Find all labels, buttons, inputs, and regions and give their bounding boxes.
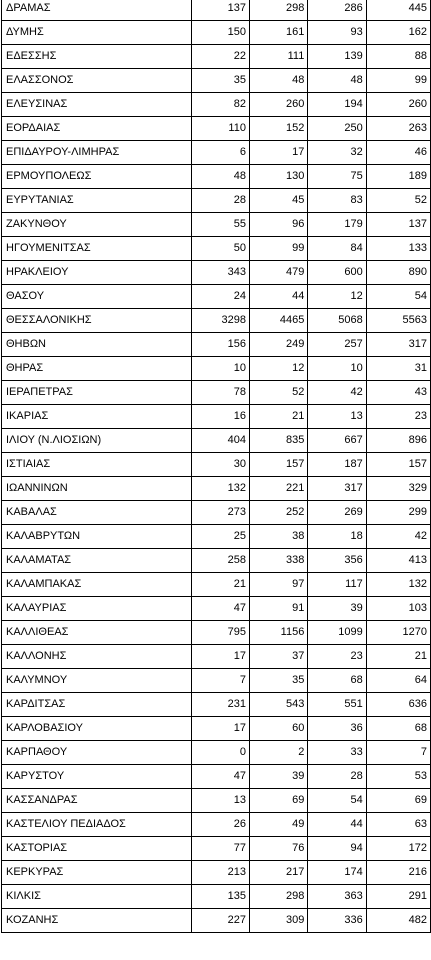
- table-row: [2, 141, 431, 165]
- value-cell: 43: [366, 381, 430, 405]
- value-cell: 130: [249, 165, 307, 189]
- value-cell: 152: [249, 117, 307, 141]
- value-cell: 77: [191, 837, 249, 861]
- row-label: ΔΥΜΗΣ: [2, 21, 192, 45]
- value-cell: 88: [366, 45, 430, 69]
- value-cell: 99: [366, 69, 430, 93]
- value-cell: 317: [308, 477, 366, 501]
- value-cell: 31: [366, 357, 430, 381]
- value-cell: 172: [366, 837, 430, 861]
- row-label: ΗΓΟΥΜΕΝΙΤΣΑΣ: [2, 237, 192, 261]
- value-cell: 667: [308, 429, 366, 453]
- table-row: [2, 837, 431, 861]
- value-cell: 2: [249, 741, 307, 765]
- value-cell: 110: [191, 117, 249, 141]
- table-row: [2, 165, 431, 189]
- table-row: [2, 909, 431, 933]
- table-row: [2, 261, 431, 285]
- value-cell: 44: [308, 813, 366, 837]
- value-cell: 23: [308, 645, 366, 669]
- row-label: ΚΑΣΤΟΡΙΑΣ: [2, 837, 192, 861]
- table-row: [2, 285, 431, 309]
- value-cell: 157: [249, 453, 307, 477]
- table-row: [2, 93, 431, 117]
- table-body: [2, 0, 431, 933]
- value-cell: 221: [249, 477, 307, 501]
- value-cell: 21: [249, 405, 307, 429]
- row-label: ΚΑΛΥΜΝΟΥ: [2, 669, 192, 693]
- value-cell: 338: [249, 549, 307, 573]
- value-cell: 117: [308, 573, 366, 597]
- value-cell: 82: [191, 93, 249, 117]
- table-row: [2, 885, 431, 909]
- value-cell: 343: [191, 261, 249, 285]
- value-cell: 28: [191, 189, 249, 213]
- value-cell: 18: [308, 525, 366, 549]
- value-cell: 52: [249, 381, 307, 405]
- row-label: ΙΩΑΝΝΙΝΩΝ: [2, 477, 192, 501]
- table-row: [2, 189, 431, 213]
- row-label: ΚΑΒΑΛΑΣ: [2, 501, 192, 525]
- value-cell: 38: [249, 525, 307, 549]
- row-label: ΚΑΣΣΑΝΔΡΑΣ: [2, 789, 192, 813]
- value-cell: 249: [249, 333, 307, 357]
- value-cell: 7: [366, 741, 430, 765]
- value-cell: 17: [191, 645, 249, 669]
- value-cell: 68: [308, 669, 366, 693]
- value-cell: 48: [249, 69, 307, 93]
- value-cell: 4465: [249, 309, 307, 333]
- value-cell: 53: [366, 765, 430, 789]
- value-cell: 47: [191, 597, 249, 621]
- value-cell: 413: [366, 549, 430, 573]
- table-row: [2, 45, 431, 69]
- row-label: ΙΕΡΑΠΕΤΡΑΣ: [2, 381, 192, 405]
- table-row: [2, 501, 431, 525]
- table-row: [2, 621, 431, 645]
- value-cell: 600: [308, 261, 366, 285]
- value-cell: 216: [366, 861, 430, 885]
- row-label: ΚΙΛΚΙΣ: [2, 885, 192, 909]
- value-cell: 5563: [366, 309, 430, 333]
- value-cell: 35: [249, 669, 307, 693]
- value-cell: 12: [249, 357, 307, 381]
- row-label: ΚΑΛΛΟΝΗΣ: [2, 645, 192, 669]
- value-cell: 174: [308, 861, 366, 885]
- value-cell: 42: [366, 525, 430, 549]
- value-cell: 194: [308, 93, 366, 117]
- value-cell: 257: [308, 333, 366, 357]
- value-cell: 132: [191, 477, 249, 501]
- value-cell: 21: [366, 645, 430, 669]
- value-cell: 13: [191, 789, 249, 813]
- value-cell: 5068: [308, 309, 366, 333]
- value-cell: 69: [249, 789, 307, 813]
- value-cell: 356: [308, 549, 366, 573]
- row-label: ΕΟΡΔΑΙΑΣ: [2, 117, 192, 141]
- value-cell: 6: [191, 141, 249, 165]
- value-cell: 10: [191, 357, 249, 381]
- value-cell: 24: [191, 285, 249, 309]
- table-row: [2, 861, 431, 885]
- value-cell: 17: [249, 141, 307, 165]
- row-label: ΚΑΛΑΒΡΥΤΩΝ: [2, 525, 192, 549]
- value-cell: 227: [191, 909, 249, 933]
- value-cell: 273: [191, 501, 249, 525]
- table-row: [2, 213, 431, 237]
- row-label: ΘΕΣΣΑΛΟΝΙΚΗΣ: [2, 309, 192, 333]
- value-cell: 91: [249, 597, 307, 621]
- value-cell: 46: [366, 141, 430, 165]
- value-cell: 269: [308, 501, 366, 525]
- table-row: [2, 21, 431, 45]
- value-cell: 133: [366, 237, 430, 261]
- value-cell: 137: [366, 213, 430, 237]
- row-label: ΚΕΡΚΥΡΑΣ: [2, 861, 192, 885]
- table-row: [2, 309, 431, 333]
- value-cell: 157: [366, 453, 430, 477]
- value-cell: 3298: [191, 309, 249, 333]
- value-cell: 48: [308, 69, 366, 93]
- row-label: ΘΗΡΑΣ: [2, 357, 192, 381]
- row-label: ΚΑΡΛΟΒΑΣΙΟΥ: [2, 717, 192, 741]
- value-cell: 12: [308, 285, 366, 309]
- value-cell: 103: [366, 597, 430, 621]
- value-cell: 286: [308, 0, 366, 21]
- value-cell: 1270: [366, 621, 430, 645]
- value-cell: 1099: [308, 621, 366, 645]
- row-label: ΚΑΣΤΕΛΙΟΥ ΠΕΔΙΑΔΟΣ: [2, 813, 192, 837]
- table-row: [2, 765, 431, 789]
- value-cell: 482: [366, 909, 430, 933]
- value-cell: 69: [366, 789, 430, 813]
- value-cell: 636: [366, 693, 430, 717]
- row-label: ΖΑΚΥΝΘΟΥ: [2, 213, 192, 237]
- row-label: ΚΑΛΑΜΑΤΑΣ: [2, 549, 192, 573]
- value-cell: 50: [191, 237, 249, 261]
- table-row: [2, 357, 431, 381]
- value-cell: 309: [249, 909, 307, 933]
- value-cell: 93: [308, 21, 366, 45]
- value-cell: 179: [308, 213, 366, 237]
- row-label: ΕΡΜΟΥΠΟΛΕΩΣ: [2, 165, 192, 189]
- value-cell: 835: [249, 429, 307, 453]
- value-cell: 63: [366, 813, 430, 837]
- value-cell: 55: [191, 213, 249, 237]
- value-cell: 363: [308, 885, 366, 909]
- table-row: [2, 669, 431, 693]
- value-cell: 150: [191, 21, 249, 45]
- value-cell: 1156: [249, 621, 307, 645]
- value-cell: 84: [308, 237, 366, 261]
- value-cell: 111: [249, 45, 307, 69]
- table-row: [2, 453, 431, 477]
- value-cell: 250: [308, 117, 366, 141]
- value-cell: 25: [191, 525, 249, 549]
- value-cell: 896: [366, 429, 430, 453]
- row-label: ΘΑΣΟΥ: [2, 285, 192, 309]
- value-cell: 64: [366, 669, 430, 693]
- value-cell: 39: [308, 597, 366, 621]
- table-row: [2, 69, 431, 93]
- table-row: [2, 813, 431, 837]
- value-cell: 94: [308, 837, 366, 861]
- value-cell: 99: [249, 237, 307, 261]
- row-label: ΕΛΑΣΣΟΝΟΣ: [2, 69, 192, 93]
- value-cell: 890: [366, 261, 430, 285]
- value-cell: 298: [249, 885, 307, 909]
- value-cell: 260: [249, 93, 307, 117]
- value-cell: 317: [366, 333, 430, 357]
- value-cell: 187: [308, 453, 366, 477]
- value-cell: 139: [308, 45, 366, 69]
- value-cell: 54: [366, 285, 430, 309]
- value-cell: 445: [366, 0, 430, 21]
- value-cell: 42: [308, 381, 366, 405]
- value-cell: 13: [308, 405, 366, 429]
- value-cell: 162: [366, 21, 430, 45]
- value-cell: 39: [249, 765, 307, 789]
- value-cell: 76: [249, 837, 307, 861]
- value-cell: 291: [366, 885, 430, 909]
- value-cell: 26: [191, 813, 249, 837]
- table-row: [2, 741, 431, 765]
- value-cell: 16: [191, 405, 249, 429]
- value-cell: 28: [308, 765, 366, 789]
- value-cell: 0: [191, 741, 249, 765]
- value-cell: 45: [249, 189, 307, 213]
- value-cell: 132: [366, 573, 430, 597]
- row-label: ΕΛΕΥΣΙΝΑΣ: [2, 93, 192, 117]
- value-cell: 260: [366, 93, 430, 117]
- table-row: [2, 525, 431, 549]
- table-row: [2, 549, 431, 573]
- row-label: ΕΥΡΥΤΑΝΙΑΣ: [2, 189, 192, 213]
- value-cell: 795: [191, 621, 249, 645]
- value-cell: 22: [191, 45, 249, 69]
- row-label: ΚΑΛΑΥΡΙΑΣ: [2, 597, 192, 621]
- row-label: ΔΡΑΜΑΣ: [2, 0, 192, 21]
- table-row: [2, 405, 431, 429]
- value-cell: 17: [191, 717, 249, 741]
- table-row: [2, 333, 431, 357]
- row-label: ΚΑΡΔΙΤΣΑΣ: [2, 693, 192, 717]
- data-table: [1, 0, 431, 933]
- table-row: [2, 237, 431, 261]
- value-cell: 135: [191, 885, 249, 909]
- table-row: [2, 0, 431, 21]
- value-cell: 231: [191, 693, 249, 717]
- value-cell: 329: [366, 477, 430, 501]
- table-row: [2, 429, 431, 453]
- value-cell: 156: [191, 333, 249, 357]
- value-cell: 258: [191, 549, 249, 573]
- row-label: ΚΟΖΑΝΗΣ: [2, 909, 192, 933]
- table-row: [2, 381, 431, 405]
- value-cell: 33: [308, 741, 366, 765]
- value-cell: 96: [249, 213, 307, 237]
- row-label: ΚΑΛΛΙΘΕΑΣ: [2, 621, 192, 645]
- value-cell: 137: [191, 0, 249, 21]
- value-cell: 97: [249, 573, 307, 597]
- value-cell: 68: [366, 717, 430, 741]
- value-cell: 49: [249, 813, 307, 837]
- row-label: ΘΗΒΩΝ: [2, 333, 192, 357]
- value-cell: 78: [191, 381, 249, 405]
- value-cell: 52: [366, 189, 430, 213]
- row-label: ΙΚΑΡΙΑΣ: [2, 405, 192, 429]
- table-row: [2, 717, 431, 741]
- value-cell: 189: [366, 165, 430, 189]
- value-cell: 404: [191, 429, 249, 453]
- value-cell: 479: [249, 261, 307, 285]
- value-cell: 75: [308, 165, 366, 189]
- table-row: [2, 789, 431, 813]
- value-cell: 213: [191, 861, 249, 885]
- value-cell: 7: [191, 669, 249, 693]
- row-label: ΚΑΡΥΣΤΟΥ: [2, 765, 192, 789]
- value-cell: 30: [191, 453, 249, 477]
- row-label: ΕΠΙΔΑΥΡΟΥ-ΛΙΜΗΡΑΣ: [2, 141, 192, 165]
- row-label: ΗΡΑΚΛΕΙΟΥ: [2, 261, 192, 285]
- table-row: [2, 693, 431, 717]
- value-cell: 10: [308, 357, 366, 381]
- value-cell: 336: [308, 909, 366, 933]
- value-cell: 543: [249, 693, 307, 717]
- value-cell: 32: [308, 141, 366, 165]
- value-cell: 44: [249, 285, 307, 309]
- row-label: ΕΔΕΣΣΗΣ: [2, 45, 192, 69]
- table-row: [2, 597, 431, 621]
- value-cell: 551: [308, 693, 366, 717]
- table-row: [2, 117, 431, 141]
- value-cell: 37: [249, 645, 307, 669]
- value-cell: 252: [249, 501, 307, 525]
- value-cell: 217: [249, 861, 307, 885]
- value-cell: 35: [191, 69, 249, 93]
- value-cell: 298: [249, 0, 307, 21]
- value-cell: 21: [191, 573, 249, 597]
- value-cell: 23: [366, 405, 430, 429]
- value-cell: 83: [308, 189, 366, 213]
- table-row: [2, 573, 431, 597]
- value-cell: 161: [249, 21, 307, 45]
- row-label: ΚΑΛΑΜΠΑΚΑΣ: [2, 573, 192, 597]
- row-label: ΚΑΡΠΑΘΟΥ: [2, 741, 192, 765]
- table-row: [2, 477, 431, 501]
- value-cell: 263: [366, 117, 430, 141]
- value-cell: 48: [191, 165, 249, 189]
- value-cell: 36: [308, 717, 366, 741]
- value-cell: 60: [249, 717, 307, 741]
- value-cell: 47: [191, 765, 249, 789]
- value-cell: 54: [308, 789, 366, 813]
- value-cell: 299: [366, 501, 430, 525]
- row-label: ΙΣΤΙΑΙΑΣ: [2, 453, 192, 477]
- table-row: [2, 645, 431, 669]
- row-label: ΙΛΙΟΥ (Ν.ΛΙΟΣΙΩΝ): [2, 429, 192, 453]
